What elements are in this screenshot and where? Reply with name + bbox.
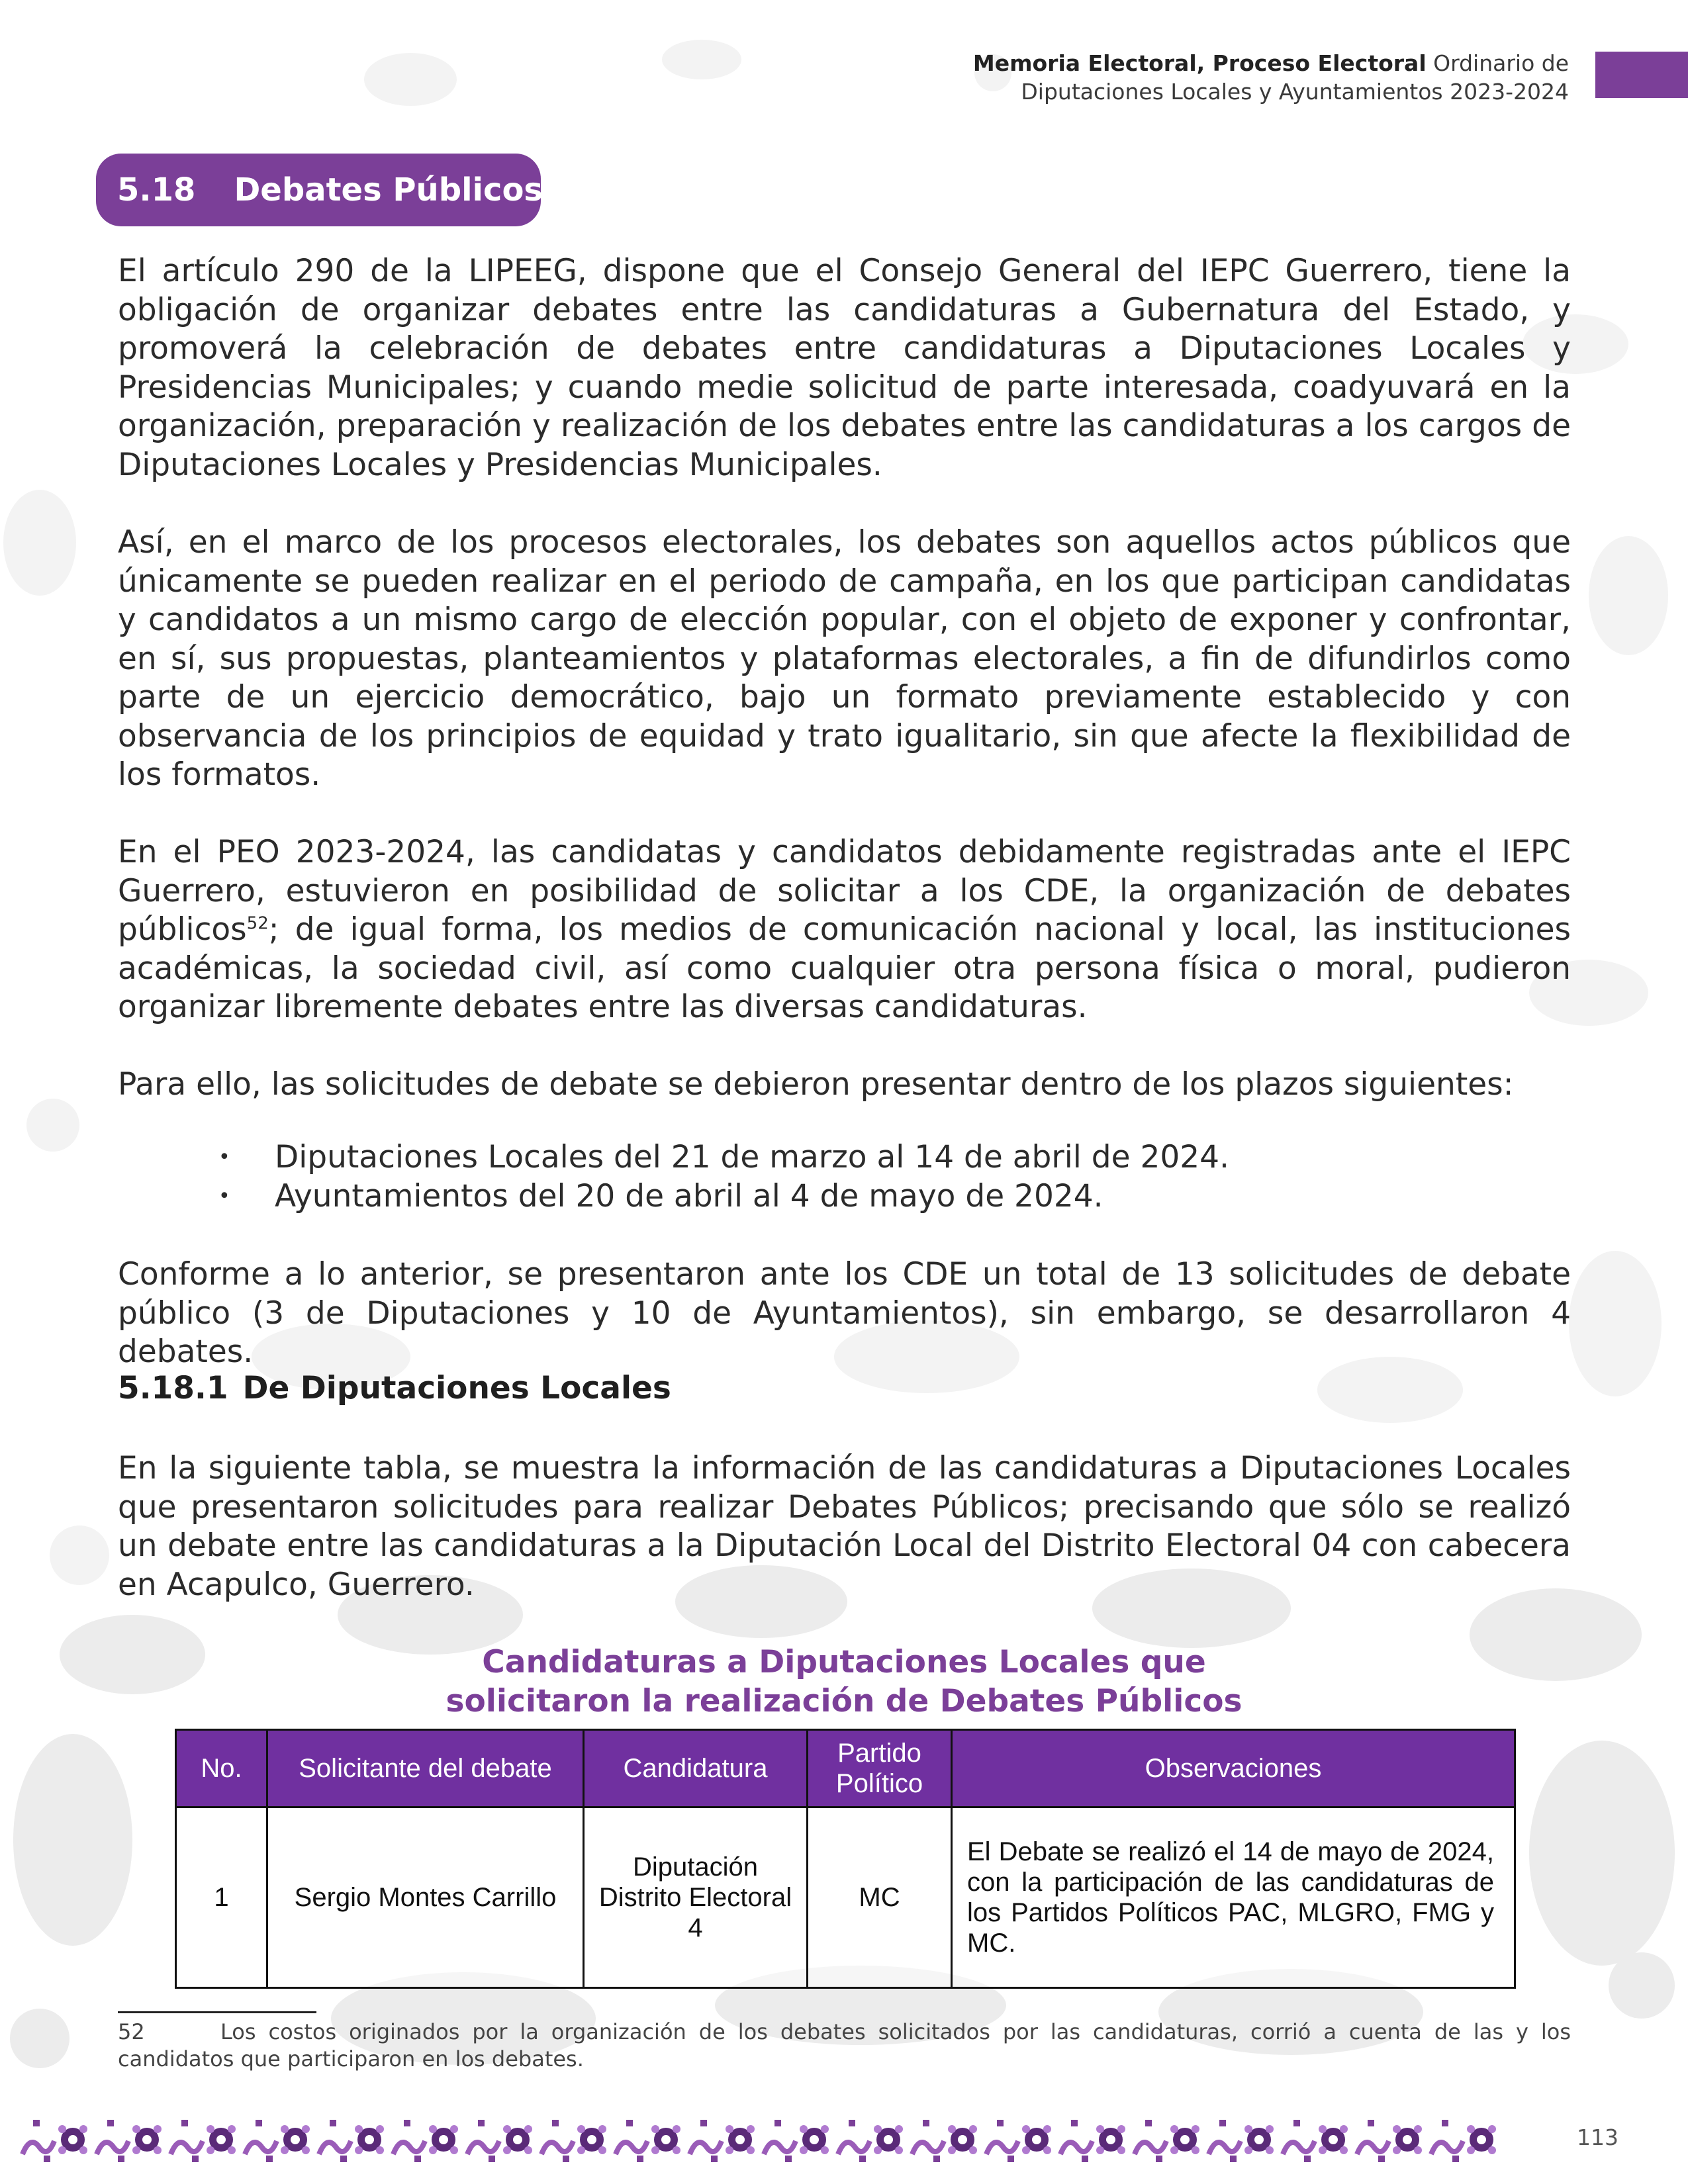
footnote	[118, 2019, 1571, 2073]
footnote-text: Los costos originados por la organización de los debates solicitados por las candidaturas, corrió a cuenta de las y los candidatos que participaron en los debates.	[118, 2019, 1571, 2071]
column-header-observaciones: Observaciones	[952, 1730, 1515, 1807]
paragraph-3-text-before: En el PEO 2023-2024, las candidatas y candidatos debidamente registradas ante el IEPC Guerrero, estuvieron en posibilidad de solicitar a los CDE, la organización de debates públicos	[118, 834, 1571, 948]
footnote-number: 52	[118, 2019, 145, 2044]
paragraph-4: Para ello, las solicitudes de debate se debieron presentar dentro de los plazos siguientes:	[118, 1066, 1514, 1103]
embroidery-border-decoration	[20, 2115, 1503, 2166]
list-item: • Diputaciones Locales del 21 de marzo al 14 de abril de 2024.	[218, 1138, 1229, 1177]
section-heading	[96, 154, 541, 226]
header-title-line	[642, 49, 1569, 77]
column-header-partido: Partido Político	[808, 1730, 952, 1807]
subsection-heading	[118, 1370, 671, 1406]
subsection-title: De Diputaciones Locales	[242, 1370, 671, 1406]
table-title-line-1: Candidaturas a Diputaciones Locales que	[482, 1644, 1206, 1680]
paragraph-1: El artículo 290 de la LIPEEG, dispone que el Consejo General del IEPC Guerrero, tiene la obligación de organizar debates entre las candidaturas a Gubernatura del Estado, y promoverá la celebración de debates entre candidaturas a Diputaciones Locales y Presidencias Municipales; y cuando medie solicitud de parte interesada, coadyuvará en la organización, preparación y realización de los debates entre las candidaturas a los cargos de Diputaciones Locales y Presidencias Municipales.	[118, 253, 1571, 483]
section-title: Debates Públicos	[234, 171, 543, 208]
page-number: 113	[1577, 2124, 1618, 2150]
running-header	[642, 49, 1569, 106]
paragraph-3-text-after: ; de igual forma, los medios de comunicación nacional y local, las instituciones académicas, la sociedad civil, así como cualquier otra persona física o moral, pudieron organizar libremente debates entre las diversas candidaturas.	[118, 911, 1571, 1025]
cell-observaciones: El Debate se realizó el 14 de mayo de 2024, con la participación de las candidaturas de los Partidos Políticos PAC, MLGRO, FMG y MC.	[952, 1807, 1515, 1988]
cell-solicitante: Sergio Montes Carrillo	[267, 1807, 584, 1988]
header-color-tab	[1595, 52, 1688, 98]
table-row	[176, 1807, 1515, 1988]
subsection-number: 5.18.1	[118, 1370, 228, 1406]
debates-table	[175, 1729, 1516, 1989]
header-title-bold: Memoria Electoral, Proceso Electoral	[972, 50, 1427, 76]
list-item: • Ayuntamientos del 20 de abril al 4 de mayo de 2024.	[218, 1177, 1229, 1216]
deadline-list	[218, 1138, 1229, 1216]
cell-no: 1	[176, 1807, 267, 1988]
cell-partido: MC	[808, 1807, 952, 1988]
column-header-no: No.	[176, 1730, 267, 1807]
table-title-line-2: solicitaron la realización de Debates Públicos	[445, 1683, 1243, 1719]
paragraph-6: En la siguiente tabla, se muestra la información de las candidaturas a Diputaciones Locales que presentaron solicitudes para realizar Debates Públicos; precisando que sólo se realizó un debate entre las candidaturas a la Diputación Local del Distrito Electoral 04 con cabecera en Acapulco, Guerrero.	[118, 1450, 1571, 1603]
section-number: 5.18	[117, 171, 196, 208]
footnote-reference[interactable]: 52	[246, 913, 269, 934]
table-title	[199, 1643, 1489, 1721]
paragraph-5: Conforme a lo anterior, se presentaron ante los CDE un total de 13 solicitudes de debate público (3 de Diputaciones y 10 de Ayuntamientos), sin embargo, se desarrollaron 4 debates.	[118, 1256, 1571, 1370]
paragraph-3	[118, 833, 1571, 1027]
header-subtitle: Diputaciones Locales y Ayuntamientos 2023-2024	[1021, 79, 1569, 105]
header-title-rest: Ordinario de	[1426, 50, 1569, 76]
table-header-row	[176, 1730, 1515, 1807]
cell-candidatura: Diputación Distrito Electoral 4	[584, 1807, 808, 1988]
footnote-separator	[118, 2011, 316, 2013]
paragraph-2: Así, en el marco de los procesos electorales, los debates son aquellos actos públicos que únicamente se pueden realizar en el periodo de campaña, en los que participan candidatas y candidatos a un mismo cargo de elección popular, con el objeto de exponer y confrontar, en sí, sus propuestas, planteamientos y plataformas electorales, a fin de difundirlos como parte de un ejercicio democrático, bajo un formato previamente establecido y con observancia de los principios de equidad y trato igualitario, sin que afecte la flexibilidad de los formatos.	[118, 524, 1571, 793]
column-header-candidatura: Candidatura	[584, 1730, 808, 1807]
column-header-solicitante: Solicitante del debate	[267, 1730, 584, 1807]
